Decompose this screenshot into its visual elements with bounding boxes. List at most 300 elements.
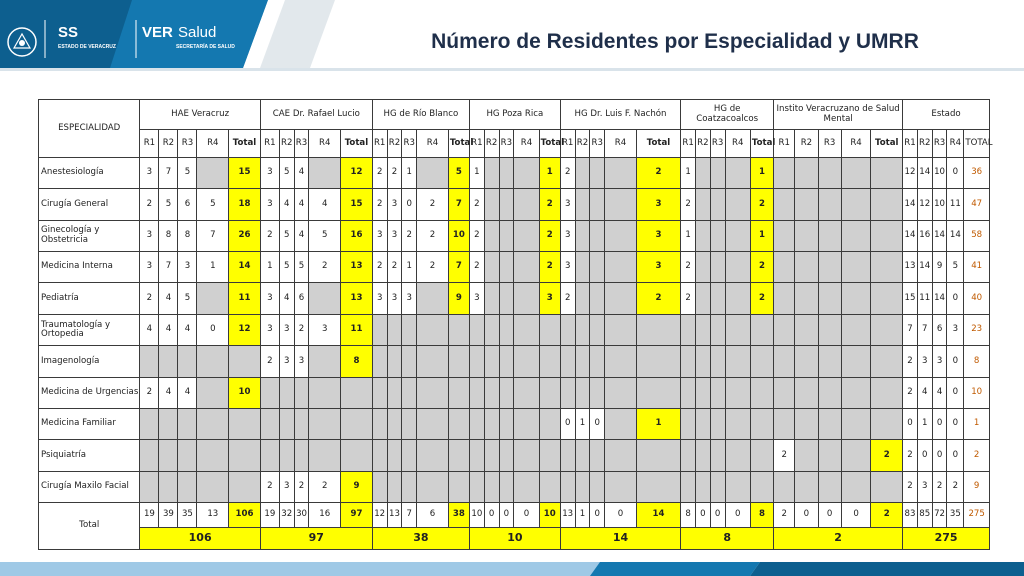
total-cell: 12 <box>341 157 373 188</box>
table-cell <box>795 409 818 440</box>
table-cell: 2 <box>260 220 279 251</box>
table-cell <box>590 377 605 408</box>
table-cell <box>590 251 605 282</box>
table-cell: 11 <box>917 283 932 314</box>
table-cell <box>575 251 590 282</box>
table-cell: 1 <box>575 503 590 527</box>
total-cell <box>750 377 773 408</box>
logo-salud-subtitle: SECRETARÍA DE SALUD <box>176 44 235 50</box>
level-header: R4 <box>725 130 750 157</box>
table-cell <box>469 346 484 377</box>
table-cell <box>605 409 637 440</box>
table-cell: 4 <box>178 314 197 345</box>
total-cell: 10 <box>539 503 560 527</box>
level-header: R2 <box>917 130 932 157</box>
table-cell <box>575 157 590 188</box>
table-cell <box>795 471 818 502</box>
table-cell: 2 <box>372 157 387 188</box>
table-cell <box>725 283 750 314</box>
table-cell <box>372 377 387 408</box>
table-cell: 3 <box>279 314 294 345</box>
table-row <box>39 157 990 188</box>
table-cell <box>560 377 575 408</box>
total-cell <box>539 471 560 502</box>
table-cell <box>605 251 637 282</box>
level-header: R1 <box>560 130 575 157</box>
table-cell: 2 <box>140 377 159 408</box>
table-cell: 3 <box>932 346 947 377</box>
grand-total-cell: 8 <box>681 527 774 549</box>
table-cell: 2 <box>417 220 449 251</box>
table-cell: 2 <box>560 157 575 188</box>
table-cell: 83 <box>903 503 918 527</box>
table-cell <box>818 157 841 188</box>
total-cell <box>636 377 680 408</box>
table-cell: 3 <box>140 220 159 251</box>
table-cell: 2 <box>774 440 795 471</box>
table-cell: 2 <box>932 471 947 502</box>
table-cell: 0 <box>484 503 499 527</box>
table-cell <box>197 409 229 440</box>
total-cell: 2 <box>636 283 680 314</box>
unit-header: HG de Río Blanco <box>372 100 469 130</box>
table-cell <box>795 157 818 188</box>
table-cell: 2 <box>402 220 417 251</box>
table-cell: 0 <box>947 377 964 408</box>
total-cell: 2 <box>750 283 773 314</box>
table-cell <box>469 471 484 502</box>
logo-ss-subtitle: ESTADO DE VERACRUZ <box>58 44 116 50</box>
total-cell: 2 <box>750 251 773 282</box>
total-cell <box>539 409 560 440</box>
table-cell <box>841 471 871 502</box>
table-cell: 1 <box>260 251 279 282</box>
table-cell <box>514 189 539 220</box>
total-cell: 12 <box>229 314 261 345</box>
table-cell <box>575 283 590 314</box>
table-cell <box>309 346 341 377</box>
table-cell <box>499 251 514 282</box>
table-cell <box>681 471 696 502</box>
table-cell <box>695 471 710 502</box>
table-cell <box>197 283 229 314</box>
total-cell: 14 <box>636 503 680 527</box>
total-cell: 2 <box>539 220 560 251</box>
table-cell <box>681 377 696 408</box>
table-cell <box>514 377 539 408</box>
table-cell <box>841 189 871 220</box>
level-header: Total <box>341 130 373 157</box>
table-cell: 14 <box>917 157 932 188</box>
table-cell: 13 <box>903 251 918 282</box>
residents-table <box>38 99 993 550</box>
table-cell: 3 <box>260 314 279 345</box>
table-cell: 15 <box>903 283 918 314</box>
table-cell <box>417 471 449 502</box>
total-cell: 97 <box>341 503 373 527</box>
total-row <box>39 503 990 527</box>
table-cell <box>514 471 539 502</box>
table-cell <box>818 346 841 377</box>
table-cell: 2 <box>903 346 918 377</box>
table-cell <box>774 471 795 502</box>
total-cell: 14 <box>229 251 261 282</box>
table-cell: 0 <box>818 503 841 527</box>
total-cell <box>448 471 469 502</box>
table-cell <box>590 346 605 377</box>
total-cell: 47 <box>964 189 990 220</box>
unit-header: Estado <box>903 100 990 130</box>
table-cell <box>575 314 590 345</box>
total-cell: 13 <box>341 251 373 282</box>
table-cell: 3 <box>387 283 402 314</box>
table-cell: 0 <box>514 503 539 527</box>
total-cell <box>871 157 903 188</box>
table-cell <box>560 440 575 471</box>
table-cell <box>309 283 341 314</box>
table-cell: 0 <box>947 346 964 377</box>
table-cell: 1 <box>469 157 484 188</box>
table-cell: 6 <box>417 503 449 527</box>
total-cell: 9 <box>341 471 373 502</box>
table-cell: 0 <box>710 503 725 527</box>
level-header: R4 <box>197 130 229 157</box>
total-cell: 3 <box>636 189 680 220</box>
table-cell: 0 <box>605 503 637 527</box>
table-row <box>39 409 990 440</box>
table-cell: 1 <box>402 251 417 282</box>
table-cell: 4 <box>294 189 309 220</box>
table-cell: 0 <box>947 409 964 440</box>
table-cell <box>372 314 387 345</box>
table-cell <box>402 346 417 377</box>
table-cell: 8 <box>159 220 178 251</box>
table-cell <box>309 440 341 471</box>
table-cell <box>178 409 197 440</box>
table-cell <box>605 346 637 377</box>
table-cell <box>695 220 710 251</box>
table-cell: 14 <box>947 220 964 251</box>
table-cell <box>178 346 197 377</box>
table-cell: 1 <box>575 409 590 440</box>
table-cell <box>590 220 605 251</box>
table-cell: 3 <box>178 251 197 282</box>
table-cell <box>469 440 484 471</box>
table-cell <box>710 314 725 345</box>
table-cell: 7 <box>402 503 417 527</box>
table-cell <box>159 440 178 471</box>
table-cell: 72 <box>932 503 947 527</box>
table-cell <box>560 471 575 502</box>
table-cell: 12 <box>372 503 387 527</box>
table-cell <box>695 346 710 377</box>
level-header: R3 <box>590 130 605 157</box>
table-cell <box>605 314 637 345</box>
table-cell <box>499 377 514 408</box>
table-cell <box>417 440 449 471</box>
table-cell <box>309 377 341 408</box>
table-cell <box>294 440 309 471</box>
total-cell: 15 <box>341 189 373 220</box>
table-cell: 2 <box>372 251 387 282</box>
table-cell: 1 <box>681 157 696 188</box>
level-header: Total <box>750 130 773 157</box>
table-cell: 5 <box>159 189 178 220</box>
table-row <box>39 283 990 314</box>
table-cell <box>695 440 710 471</box>
level-header: R3 <box>932 130 947 157</box>
table-cell <box>774 157 795 188</box>
table-cell <box>514 251 539 282</box>
table-cell: 3 <box>560 251 575 282</box>
total-cell <box>636 314 680 345</box>
table-cell <box>417 157 449 188</box>
table-cell: 4 <box>917 377 932 408</box>
table-cell <box>710 409 725 440</box>
table-cell <box>484 314 499 345</box>
level-header: R2 <box>795 130 818 157</box>
table-cell <box>499 189 514 220</box>
table-cell: 2 <box>903 471 918 502</box>
table-cell <box>681 440 696 471</box>
table-cell: 2 <box>309 471 341 502</box>
table-cell <box>499 440 514 471</box>
table-cell <box>575 440 590 471</box>
table-cell <box>605 440 637 471</box>
table-cell: 13 <box>197 503 229 527</box>
level-header: Total <box>229 130 261 157</box>
level-header: R3 <box>294 130 309 157</box>
table-cell: 1 <box>681 220 696 251</box>
table-cell <box>402 440 417 471</box>
specialty-name: Medicina de Urgencias <box>39 377 140 408</box>
unit-header: HG Dr. Luis F. Nachón <box>560 100 680 130</box>
total-cell: 3 <box>636 220 680 251</box>
table-cell <box>484 283 499 314</box>
total-cell: 7 <box>448 189 469 220</box>
total-cell <box>871 251 903 282</box>
table-cell: 14 <box>917 251 932 282</box>
total-cell: 3 <box>539 283 560 314</box>
table-cell <box>695 377 710 408</box>
total-cell: 16 <box>341 220 373 251</box>
table-cell <box>774 189 795 220</box>
table-cell: 2 <box>681 251 696 282</box>
table-cell <box>575 220 590 251</box>
level-header: R1 <box>372 130 387 157</box>
table-cell: 14 <box>932 283 947 314</box>
level-header: R3 <box>402 130 417 157</box>
table-cell <box>499 220 514 251</box>
table-cell <box>575 189 590 220</box>
table-cell: 1 <box>197 251 229 282</box>
total-cell <box>636 440 680 471</box>
total-cell: 41 <box>964 251 990 282</box>
table-cell: 3 <box>260 189 279 220</box>
table-cell: 9 <box>932 251 947 282</box>
table-cell: 0 <box>841 503 871 527</box>
table-cell: 7 <box>917 314 932 345</box>
level-header: R1 <box>681 130 696 157</box>
table-cell <box>402 377 417 408</box>
total-cell <box>448 346 469 377</box>
total-cell: 15 <box>229 157 261 188</box>
table-cell: 0 <box>903 409 918 440</box>
table-cell: 16 <box>917 220 932 251</box>
table-cell: 3 <box>402 283 417 314</box>
total-cell: 2 <box>871 440 903 471</box>
total-cell: 13 <box>341 283 373 314</box>
table-cell: 0 <box>795 503 818 527</box>
table-cell: 2 <box>294 314 309 345</box>
table-cell <box>514 346 539 377</box>
table-cell: 2 <box>387 157 402 188</box>
table-cell <box>484 157 499 188</box>
table-row <box>39 471 990 502</box>
table-cell <box>499 346 514 377</box>
table-cell <box>514 157 539 188</box>
table-cell <box>260 377 279 408</box>
total-cell <box>871 189 903 220</box>
level-header: R2 <box>484 130 499 157</box>
table-cell <box>417 377 449 408</box>
table-cell <box>795 377 818 408</box>
table-cell <box>417 346 449 377</box>
table-cell <box>605 189 637 220</box>
table-cell: 16 <box>309 503 341 527</box>
unit-header: Instito Veracruzano de Salud Mental <box>774 100 903 130</box>
total-cell <box>636 346 680 377</box>
level-header: R4 <box>841 130 871 157</box>
total-cell: 1 <box>964 409 990 440</box>
total-cell <box>229 346 261 377</box>
table-cell: 0 <box>725 503 750 527</box>
table-cell <box>710 283 725 314</box>
table-cell: 2 <box>417 251 449 282</box>
grand-total-cell: 38 <box>372 527 469 549</box>
table-cell <box>681 314 696 345</box>
total-cell <box>871 409 903 440</box>
total-cell <box>229 471 261 502</box>
table-cell <box>387 377 402 408</box>
table-cell: 5 <box>197 189 229 220</box>
total-cell: 5 <box>448 157 469 188</box>
total-cell: 106 <box>229 503 261 527</box>
table-row <box>39 189 990 220</box>
table-cell: 12 <box>917 189 932 220</box>
logo-ss: SS <box>58 24 79 41</box>
total-cell: 1 <box>750 220 773 251</box>
specialty-name: Anestesiología <box>39 157 140 188</box>
unit-header: HG de Coatzacoalcos <box>681 100 774 130</box>
table-cell <box>499 157 514 188</box>
level-header: R4 <box>514 130 539 157</box>
table-cell <box>140 346 159 377</box>
table-cell: 14 <box>903 220 918 251</box>
table-cell <box>841 346 871 377</box>
grand-total-cell: 275 <box>903 527 990 549</box>
table-cell <box>818 409 841 440</box>
unit-header: HG Poza Rica <box>469 100 560 130</box>
logo-salud: Salud <box>178 24 217 41</box>
table-cell: 32 <box>279 503 294 527</box>
table-cell <box>605 220 637 251</box>
table-cell: 2 <box>140 189 159 220</box>
level-header: R3 <box>178 130 197 157</box>
table-cell <box>372 440 387 471</box>
grand-total-cell: 10 <box>469 527 560 549</box>
table-cell <box>841 314 871 345</box>
table-cell: 2 <box>372 189 387 220</box>
table-cell: 3 <box>372 283 387 314</box>
table-cell <box>387 314 402 345</box>
total-cell: 1 <box>750 157 773 188</box>
table-cell <box>681 346 696 377</box>
total-cell: 3 <box>636 251 680 282</box>
table-cell: 4 <box>932 377 947 408</box>
total-cell <box>871 377 903 408</box>
table-cell <box>309 409 341 440</box>
specialty-name: Traumatología y Ortopedia <box>39 314 140 345</box>
grand-total-cell: 14 <box>560 527 680 549</box>
table-row <box>39 251 990 282</box>
table-cell <box>387 346 402 377</box>
page-title: Número de Residentes por Especialidad y UMRR <box>431 30 919 53</box>
table-cell <box>795 189 818 220</box>
level-header: R2 <box>695 130 710 157</box>
total-cell: 9 <box>448 283 469 314</box>
table-cell <box>774 283 795 314</box>
table-cell <box>695 409 710 440</box>
table-cell: 7 <box>159 157 178 188</box>
table-cell: 0 <box>590 409 605 440</box>
table-cell <box>469 409 484 440</box>
table-cell <box>499 409 514 440</box>
table-cell: 0 <box>947 440 964 471</box>
table-cell <box>294 377 309 408</box>
table-cell: 0 <box>499 503 514 527</box>
total-cell <box>448 314 469 345</box>
total-cell <box>871 346 903 377</box>
table-cell <box>484 409 499 440</box>
table-cell: 2 <box>903 377 918 408</box>
table-cell <box>417 314 449 345</box>
table-cell: 4 <box>178 377 197 408</box>
table-cell: 0 <box>932 440 947 471</box>
table-cell <box>484 189 499 220</box>
level-header: R2 <box>575 130 590 157</box>
total-cell <box>341 440 373 471</box>
table-cell <box>774 409 795 440</box>
table-cell: 0 <box>947 283 964 314</box>
table-cell <box>841 409 871 440</box>
table-cell <box>841 283 871 314</box>
table-cell <box>695 314 710 345</box>
total-cell: 8 <box>341 346 373 377</box>
table-cell: 4 <box>159 314 178 345</box>
specialty-name: Imagenología <box>39 346 140 377</box>
total-cell: 9 <box>964 471 990 502</box>
table-cell: 4 <box>294 157 309 188</box>
table-cell <box>725 314 750 345</box>
table-cell <box>725 220 750 251</box>
table-cell <box>514 409 539 440</box>
level-header: R3 <box>818 130 841 157</box>
total-cell <box>750 409 773 440</box>
table-cell: 3 <box>140 251 159 282</box>
table-cell <box>590 189 605 220</box>
level-header: R3 <box>499 130 514 157</box>
